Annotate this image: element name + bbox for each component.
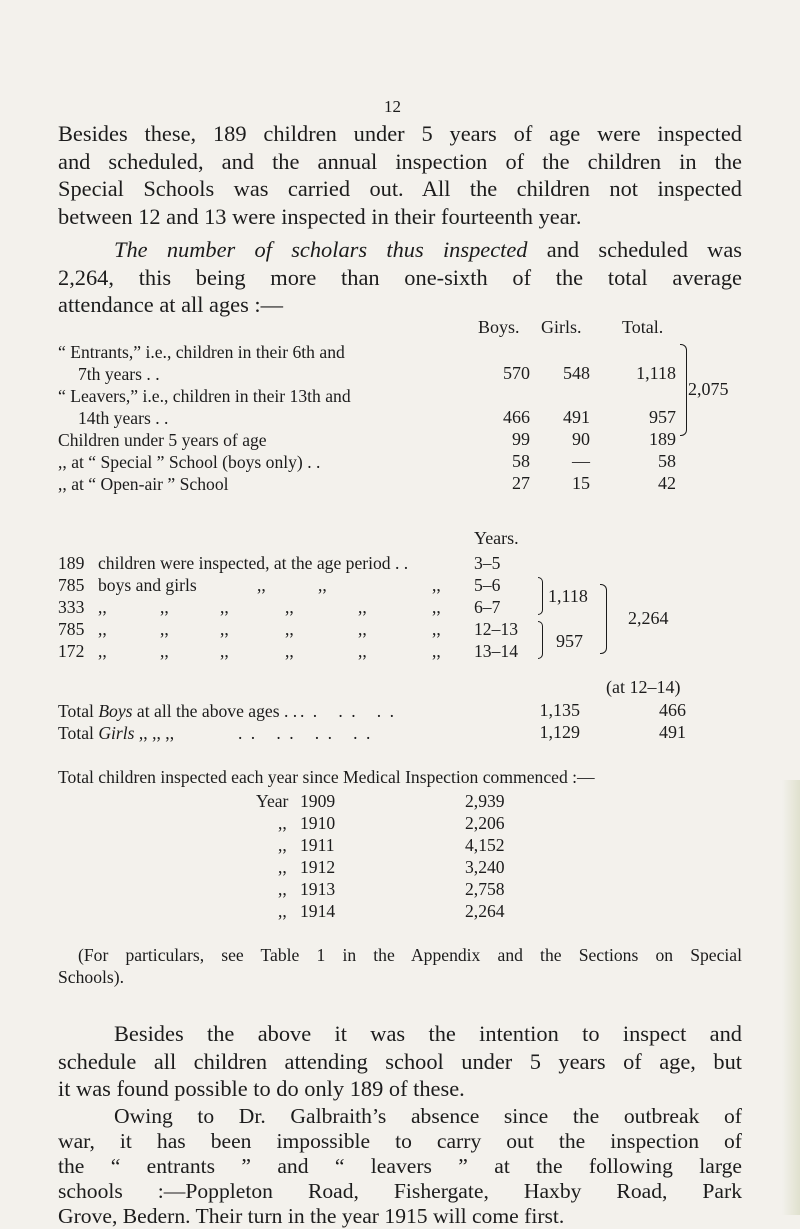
totals-suffix: ,, ,, ,, — [134, 723, 175, 743]
table-cell-boys: 99 — [512, 429, 530, 449]
summary-line — [58, 236, 742, 264]
bracket-line — [600, 584, 607, 654]
yearly-year: 1912 — [300, 857, 336, 877]
totals-at-12-14: 466 — [659, 700, 686, 720]
table-row-label: 14th years . . — [78, 408, 169, 428]
totals-note: (at 12–14) — [606, 677, 681, 697]
summary-line: attendance at all ages :— — [58, 292, 284, 318]
group-total: 957 — [556, 631, 583, 651]
paragraph-line: it was found possible to do only 189 of these. — [58, 1076, 465, 1102]
table-cell-boys: 466 — [503, 407, 530, 427]
intro-paragraph — [58, 120, 742, 230]
age-row-label: boys and girls — [98, 575, 197, 595]
yearly-value: 2,758 — [465, 879, 505, 899]
ditto-mark: ,, — [160, 619, 169, 639]
table-cell-total: 42 — [658, 473, 676, 493]
totals-row-label — [58, 722, 174, 744]
table-cell-girls: 548 — [563, 363, 590, 383]
leader-dots: . . . . . . . . — [238, 723, 373, 743]
paragraph-line: Owing to Dr. Galbraith’s absence since the outbreak of — [114, 1104, 742, 1128]
age-row-label: children were inspected, at the age period . . — [98, 553, 409, 573]
paragraph-3 — [58, 1020, 742, 1103]
yearly-value: 2,206 — [465, 813, 505, 833]
header-years: Years. — [474, 528, 519, 548]
ditto-mark: ,, — [220, 641, 229, 661]
ditto-mark: ,, — [160, 641, 169, 661]
paragraph-line: Grove, Bedern. Their turn in the year 1915 will come first. — [58, 1204, 565, 1228]
table-row-label: “ Leavers,” i.e., children in their 13th and — [58, 386, 351, 406]
yearly-value: 4,152 — [465, 835, 505, 855]
ditto-mark: ,, — [432, 597, 441, 617]
ditto-mark: ,, — [98, 641, 107, 661]
ditto-mark: ,, — [358, 597, 367, 617]
age-row-count: 785 — [58, 575, 85, 595]
table-cell-boys: 58 — [512, 451, 530, 471]
bracket-line — [538, 577, 543, 615]
header-boys: Boys. — [478, 317, 520, 337]
age-row-count: 785 — [58, 619, 85, 639]
yearly-title: Total children inspected each year since Medical Inspection commenced :— — [58, 767, 595, 787]
yearly-value: 2,264 — [465, 901, 505, 921]
age-row-count: 333 — [58, 597, 85, 617]
table-cell-boys: 27 — [512, 473, 530, 493]
bracket-line — [538, 621, 543, 659]
note-paragraph — [58, 944, 742, 988]
page-number: 12 — [384, 97, 401, 116]
ditto-mark: ,, — [285, 597, 294, 617]
table-cell-girls: 491 — [563, 407, 590, 427]
totals-prefix: Total — [58, 723, 99, 743]
totals-emph: Girls — [98, 723, 135, 743]
ditto-mark: ,, — [358, 619, 367, 639]
note-line: Schools). — [58, 967, 124, 987]
paragraph-line: schools :—Poppleton Road, Fishergate, Haxby Road, Park — [58, 1179, 742, 1203]
yearly-prefix: ,, — [278, 813, 287, 833]
paragraph-line: Besides the above it was the intention to inspect and — [114, 1021, 742, 1046]
header-total: Total. — [622, 317, 664, 337]
table-row-label: “ Entrants,” i.e., children in their 6th and — [58, 342, 345, 362]
table-row-label: ,, at “ Open-air ” School — [58, 474, 229, 494]
table-cell-total: 957 — [649, 407, 676, 427]
summary-line-rest: and scheduled was — [527, 237, 742, 262]
summary-paragraph — [58, 236, 742, 319]
yearly-prefix: ,, — [278, 857, 287, 877]
ditto-mark: ,, — [318, 575, 327, 595]
table-row-label: Children under 5 years of age — [58, 430, 267, 450]
ditto-mark: ,, — [285, 619, 294, 639]
paragraph-line: war, it has been impossible to carry out the inspection of — [58, 1129, 742, 1153]
age-row-count: 189 — [58, 553, 85, 573]
ditto-mark: ,, — [98, 597, 107, 617]
age-row-count: 172 — [58, 641, 85, 661]
table-row-label: 7th years . . — [78, 364, 160, 384]
totals-row-label — [58, 700, 297, 722]
paragraph-4 — [58, 1104, 742, 1229]
ditto-mark: ,, — [432, 575, 441, 595]
age-row-years: 6–7 — [474, 597, 501, 617]
bracket-total: 2,075 — [688, 379, 729, 399]
summary-line: 2,264, this being more than one-sixth of the total average — [58, 264, 742, 290]
totals-emph: Boys — [98, 701, 133, 721]
totals-value: 1,129 — [539, 722, 580, 742]
intro-line: Special Schools was carried out. All the children not inspected — [58, 176, 742, 202]
yearly-year: 1913 — [300, 879, 336, 899]
age-row-years: 13–14 — [474, 641, 518, 661]
yearly-year: 1911 — [300, 835, 335, 855]
yearly-value: 3,240 — [465, 857, 505, 877]
bracket-line — [680, 344, 687, 436]
intro-line: between 12 and 13 were inspected in their fourteenth year. — [58, 203, 582, 229]
ditto-mark: ,, — [358, 641, 367, 661]
ditto-mark: ,, — [432, 641, 441, 661]
ditto-mark: ,, — [220, 597, 229, 617]
table-cell-boys: 570 — [503, 363, 530, 383]
header-girls: Girls. — [541, 317, 582, 337]
table-cell-girls: — — [572, 451, 590, 471]
ditto-mark: ,, — [220, 619, 229, 639]
intro-line: Besides these, 189 children under 5 years of age were inspected — [58, 121, 742, 146]
table-row-label: ,, at “ Special ” School (boys only) . . — [58, 452, 321, 472]
grand-total: 2,264 — [628, 608, 669, 628]
totals-prefix: Total — [58, 701, 99, 721]
leader-dots: . . . . . . — [300, 701, 396, 721]
yearly-value: 2,939 — [465, 791, 505, 811]
yearly-year: 1914 — [300, 901, 336, 921]
intro-line: and scheduled, and the annual inspection of the children in the — [58, 148, 742, 174]
paragraph-line: schedule all children attending school under 5 years of age, but — [58, 1048, 742, 1074]
yearly-prefix: ,, — [278, 835, 287, 855]
totals-suffix: at all the above ages . . — [132, 701, 298, 721]
ditto-mark: ,, — [98, 619, 107, 639]
table-cell-girls: 15 — [572, 473, 590, 493]
ditto-mark: ,, — [160, 597, 169, 617]
table-cell-total: 1,118 — [636, 363, 676, 383]
summary-italic-text: The number of scholars thus inspected — [114, 237, 528, 262]
page-edge-shading — [782, 780, 800, 1215]
yearly-prefix: ,, — [278, 901, 287, 921]
paragraph-line: the “ entrants ” and “ leavers ” at the following large — [58, 1154, 742, 1178]
age-row-years: 5–6 — [474, 575, 501, 595]
ditto-mark: ,, — [432, 619, 441, 639]
table-cell-girls: 90 — [572, 429, 590, 449]
ditto-mark: ,, — [285, 641, 294, 661]
totals-at-12-14: 491 — [659, 722, 686, 742]
yearly-year: 1910 — [300, 813, 336, 833]
table-cell-total: 58 — [658, 451, 676, 471]
totals-value: 1,135 — [539, 700, 580, 720]
ditto-mark: ,, — [257, 575, 266, 595]
table-cell-total: 189 — [649, 429, 676, 449]
group-total: 1,118 — [548, 586, 588, 606]
age-row-years: 12–13 — [474, 619, 518, 639]
yearly-year: 1909 — [300, 791, 336, 811]
note-line: (For particulars, see Table 1 in the Appendix and the Sections on Special — [78, 945, 742, 965]
yearly-prefix: Year — [256, 791, 289, 811]
yearly-prefix: ,, — [278, 879, 287, 899]
age-row-years: 3–5 — [474, 553, 501, 573]
